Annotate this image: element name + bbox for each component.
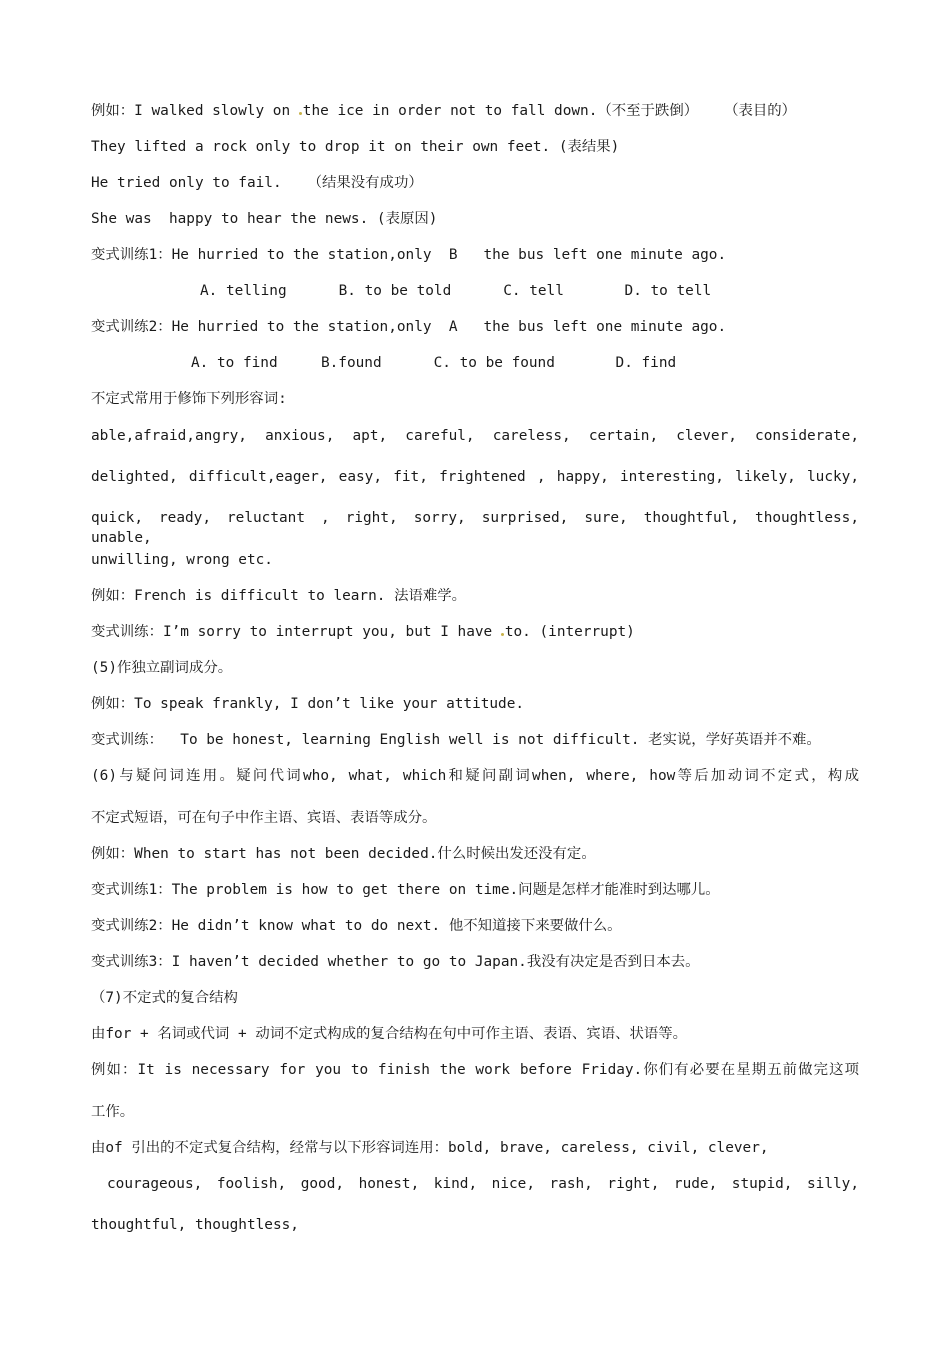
for-structure-rule: 由for + 名词或代词 + 动词不定式构成的复合结构在句中可作主语、表语、宾语、状语等。	[91, 1026, 688, 1042]
of-structure-rule: 由of 引出的不定式复合结构，经常与以下形容词连用：bold, brave, careless, civil, clever,	[91, 1140, 769, 1156]
example-when: 例如：When to start has not been decided.什么时候出发还没有定。	[91, 846, 596, 862]
example-line-fail: He tried only to fail. （结果没有成功）	[91, 175, 423, 191]
example-necessary-continued: 工作。	[91, 1104, 135, 1120]
exercise-2-options: A. to find B.found C. to be found D. find	[191, 355, 677, 371]
example-line-reason: She was happy to hear the news. (表原因)	[91, 211, 438, 227]
exercise-1-options: A. telling B. to be told C. tell D. to tell	[200, 283, 712, 299]
adjective-list-line-1: able,afraid,angry, anxious, apt, careful, careless, certain, clever, considerate,	[91, 428, 859, 444]
section-6-continued: 不定式短语，可在句子中作主语、宾语、表语等成分。	[91, 810, 437, 826]
example-line-result: They lifted a rock only to drop it on their own feet. (表结果)	[91, 139, 620, 155]
example-frankly: 例如：To speak frankly, I don’t like your attitude.	[91, 696, 525, 712]
exercise-interrupt: 变式训练：I’m sorry to interrupt you, but I have to. (interrupt)	[91, 624, 635, 640]
adjective-list-line-4: unwilling, wrong etc.	[91, 552, 273, 568]
exercise-2-question: 变式训练2：He hurried to the station,only A the bus left one minute ago.	[91, 319, 727, 335]
adjective-intro: 不定式常用于修饰下列形容词:	[91, 391, 287, 407]
mark-dot	[299, 112, 302, 115]
section-6-heading: (6)与疑问词连用。疑问代词who, what, which和疑问副词when, where, how等后加动词不定式，构成	[91, 768, 859, 784]
exercise-honest: 变式训练： To be honest, learning English well is not difficult. 老实说，学好英语并不难。	[91, 732, 821, 748]
exercise-1-question: 变式训练1：He hurried to the station,only B the bus left one minute ago.	[91, 247, 727, 263]
example-line-purpose: 例如：I walked slowly on the ice in order not to fall down.（不至于跌倒） （表目的）	[91, 103, 797, 119]
adjective-list-line-3: quick, ready, reluctant , right, sorry, surprised, sure, thoughtful, thoughtless, unable,	[91, 510, 859, 546]
mark-dot	[501, 633, 504, 636]
example-french: 例如：French is difficult to learn. 法语难学。	[91, 588, 467, 604]
exercise-whether: 变式训练3：I haven’t decided whether to go to Japan.我没有决定是否到日本去。	[91, 954, 700, 970]
section-7-heading: （7)不定式的复合结构	[91, 990, 238, 1006]
exercise-what: 变式训练2：He didn’t know what to do next. 他不知道接下来要做什么。	[91, 918, 622, 934]
section-5-heading: (5)作独立副词成分。	[91, 660, 233, 676]
of-adjective-list-line-2: thoughtful, thoughtless,	[91, 1217, 299, 1233]
of-adjective-list-line-1: courageous, foolish, good, honest, kind, nice, rash, right, rude, stupid, silly,	[107, 1176, 859, 1192]
example-necessary: 例如：It is necessary for you to finish the work before Friday.你们有必要在星期五前做完这项	[91, 1062, 859, 1078]
exercise-how: 变式训练1：The problem is how to get there on time.问题是怎样才能准时到达哪儿。	[91, 882, 720, 898]
adjective-list-line-2: delighted, difficult,eager, easy, fit, frightened , happy, interesting, likely, lucky,	[91, 469, 859, 485]
